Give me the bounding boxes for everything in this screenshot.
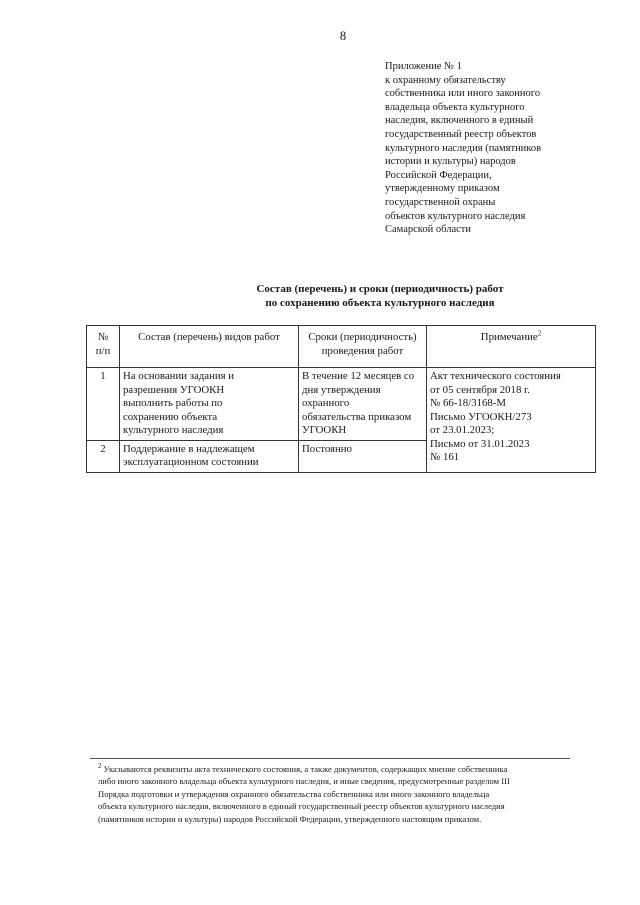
note-line: Письмо УГООКН/273 xyxy=(430,410,532,423)
cell-line: УГООКН xyxy=(302,424,347,436)
note-line: от 23.01.2023; xyxy=(430,424,495,436)
appendix-line: государственной охраны xyxy=(385,196,496,208)
row-terms xyxy=(299,440,427,472)
row-composition xyxy=(120,368,299,441)
header-terms xyxy=(299,326,427,368)
appendix-line: Российской Федерации, xyxy=(385,169,492,181)
header-number-line: № xyxy=(97,331,109,343)
footnote-line: либо иного законного владельца объекта культурного наследия, и иные сведения, предусмотренные разделом III xyxy=(98,776,510,787)
document-title xyxy=(80,283,640,310)
footnote xyxy=(98,763,578,825)
cell-line: В течение 12 месяцев со xyxy=(302,370,415,382)
appendix-line: объектов культурного наследия xyxy=(385,210,526,222)
table-header-row xyxy=(87,326,596,368)
cell-line: выполнить работы по xyxy=(123,397,223,409)
table-row xyxy=(87,368,596,441)
header-composition xyxy=(120,326,299,368)
page-number: 8 xyxy=(339,28,347,43)
appendix-line: Приложение № 1 xyxy=(385,61,462,72)
cell-line: Поддержание в надлежащем xyxy=(123,442,255,455)
appendix-heading xyxy=(385,60,600,237)
header-note xyxy=(427,326,596,368)
footnote-line: (памятников истории и культуры) народов Российской Федерации, утвержденного настоящим приказом. xyxy=(98,813,482,824)
row-note xyxy=(427,368,596,473)
header-terms-line: проведения работ xyxy=(321,344,404,357)
cell-line: Постоянно xyxy=(302,442,352,455)
footnote-line: Порядка подготовки и утверждения охранного обязательства собственника или иного законного владельца xyxy=(98,788,490,799)
row-number: 1 xyxy=(87,368,120,441)
appendix-line: культурного наследия (памятников xyxy=(385,142,542,154)
appendix-line: Самарской области xyxy=(385,224,471,236)
header-terms-line: Сроки (периодичность) xyxy=(308,331,417,343)
cell-line: культурного наследия xyxy=(123,424,224,436)
cell-line: На основании задания и xyxy=(123,370,235,382)
appendix-line: утвержденному приказом xyxy=(385,183,500,195)
note-line: Письмо от 31.01.2023 xyxy=(430,437,530,450)
header-composition-text: Состав (перечень) видов работ xyxy=(138,331,280,343)
cell-line: эксплуатационном состоянии xyxy=(123,456,259,468)
footnote-divider xyxy=(90,758,570,759)
header-number-line: п/п xyxy=(95,344,111,357)
footnote-line: объекта культурного наследия, включенного в единый государственный реестр объектов культурного наследия xyxy=(98,801,505,812)
works-table xyxy=(86,325,596,473)
cell-line: обязательства приказом xyxy=(302,410,412,423)
cell-line: сохранению объекта xyxy=(123,410,218,423)
appendix-line: владельца объекта культурного xyxy=(385,101,525,113)
appendix-line: наследия, включенного в единый xyxy=(385,115,534,127)
cell-line: дня утверждения xyxy=(302,383,381,396)
appendix-line: истории и культуры) народов xyxy=(385,156,516,168)
note-line: от 05 сентября 2018 г. xyxy=(430,383,530,396)
appendix-line: государственный реестр объектов xyxy=(385,128,537,140)
footnote-marker: 2 xyxy=(98,762,102,771)
footnote-line xyxy=(98,763,578,775)
row-terms xyxy=(299,368,427,441)
footnote-text: Указываются реквизиты акта технического состояния, а также документов, содержащих мнение собственника xyxy=(103,764,508,774)
row-composition xyxy=(120,440,299,472)
note-line: Акт технического состояния xyxy=(430,370,561,382)
appendix-line: к охранному обязательству xyxy=(385,74,506,86)
appendix-line: собственника или иного законного xyxy=(385,88,541,100)
title-line: Состав (перечень) и сроки (периодичность) работ xyxy=(256,283,504,295)
header-note-text: Примечание xyxy=(480,331,538,343)
footnote-ref: 2 xyxy=(537,329,542,338)
header-number xyxy=(87,326,120,368)
cell-line: разрешения УГООКН xyxy=(123,383,225,396)
cell-line: охранного xyxy=(302,397,350,409)
row-number: 2 xyxy=(87,440,120,472)
title-line: по сохранению объекта культурного наследия xyxy=(265,296,495,309)
note-line: № 66-18/3168-М xyxy=(430,397,506,409)
note-line: № 161 xyxy=(430,451,460,463)
